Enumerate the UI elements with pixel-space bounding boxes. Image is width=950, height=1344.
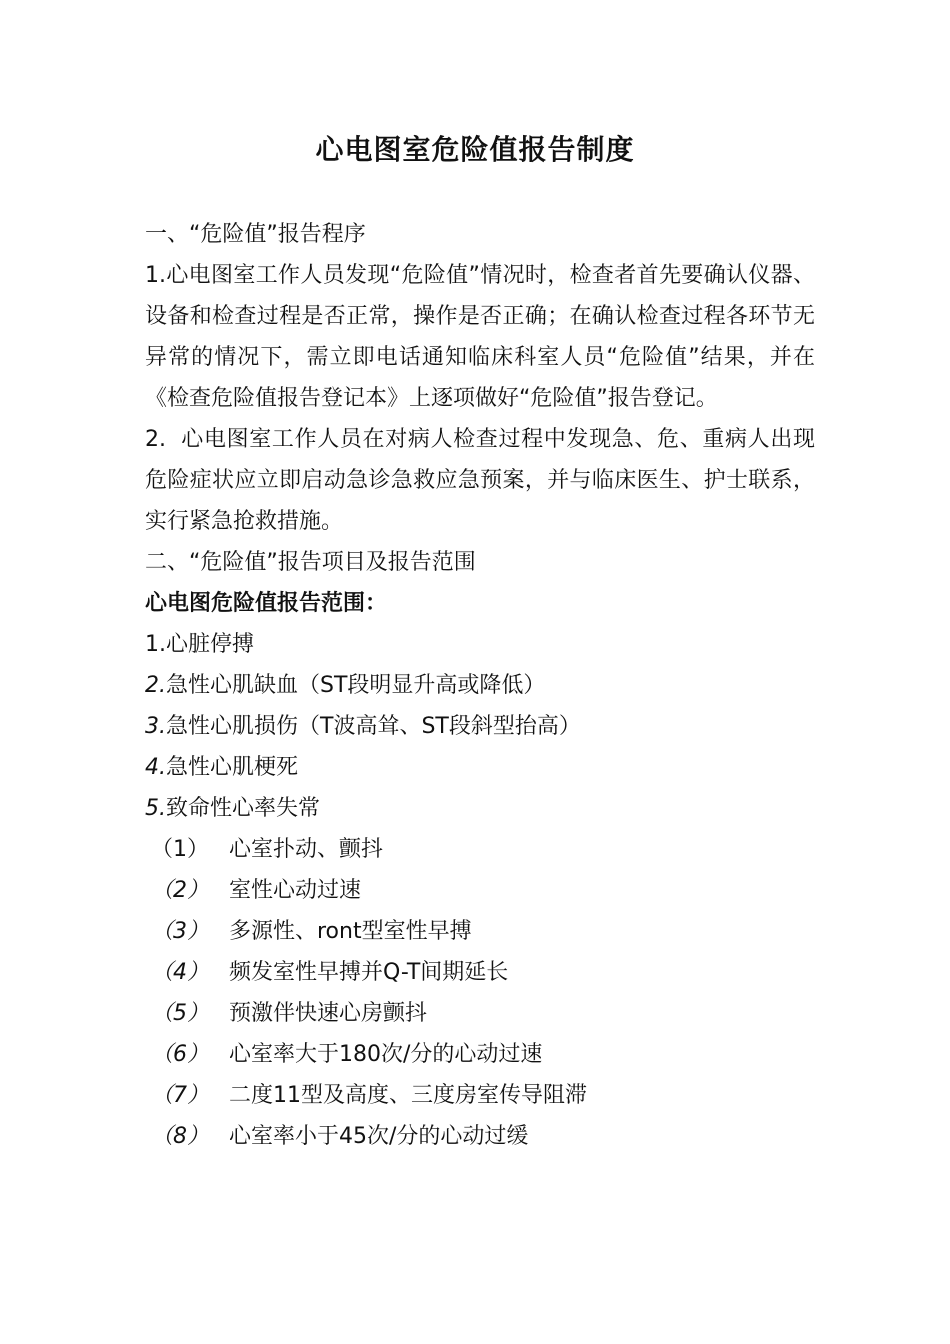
arrhythmia-subitem-1 [145, 829, 815, 870]
arrhythmia-subitem-3 [145, 911, 815, 952]
subitem-number: （7） [151, 1083, 209, 1108]
arrhythmia-subitem-8 [145, 1116, 815, 1157]
item-number: 1. [145, 263, 166, 288]
section1-item-2 [145, 419, 815, 542]
subitem-text: 多源性、ront型室性早搏 [229, 919, 472, 944]
range-item-1 [145, 624, 815, 665]
document-body [145, 214, 815, 1157]
subitem-number: （3） [151, 919, 209, 944]
item-text: 心电图室工作人员在对病人检查过程中发现急、危、重病人出现危险症状应立即启动急诊急救应急预案，并与临床医生、护士联系，实行紧急抢救措施。 [145, 427, 815, 534]
document-title: 心电图室危险值报告制度 [315, 133, 635, 166]
item-text: 急性心肌梗死 [166, 755, 299, 780]
item-number: 2. [145, 673, 166, 698]
subitem-text: 频发室性早搏并Q-T间期延长 [229, 960, 509, 985]
range-item-5 [145, 788, 815, 829]
subitem-text: 心室率大于180次/分的心动过速 [229, 1042, 543, 1067]
subitem-text: 预激伴快速心房颤抖 [229, 1001, 428, 1026]
subitem-text: 室性心动过速 [229, 878, 362, 903]
item-text: 心脏停搏 [166, 632, 255, 657]
subitem-number: （2） [151, 878, 209, 903]
subitem-text: 二度11型及高度、三度房室传导阻滞 [229, 1083, 587, 1108]
subitem-number: （8） [151, 1124, 209, 1149]
subitem-number: （4） [151, 960, 209, 985]
item-text: 心电图室工作人员发现“危险值”情况时，检查者首先要确认仪器、设备和检查过程是否正常，操作是否正确；在确认检查过程各环节无异常的情况下，需立即电话通知临床科室人员“危险值”结果，并在《检查危险值报告登记本》上逐项做好“危险值”报告登记。 [145, 263, 815, 411]
arrhythmia-subitem-4 [145, 952, 815, 993]
section2-heading: 二、“危险值”报告项目及报告范围 [145, 550, 476, 575]
range-item-4 [145, 747, 815, 788]
item-text: 致命性心率失常 [166, 796, 321, 821]
item-number: 5. [145, 796, 166, 821]
arrhythmia-subitem-5 [145, 993, 815, 1034]
subitem-number: （1） [151, 837, 209, 862]
arrhythmia-subitem-2 [145, 870, 815, 911]
item-text: 急性心肌损伤（T波高耸、ST段斜型抬高） [166, 714, 581, 739]
section1-item-1 [145, 255, 815, 419]
item-number: 2. [145, 427, 166, 452]
subitem-number: （5） [151, 1001, 209, 1026]
item-text: 急性心肌缺血（ST段明显升高或降低） [166, 673, 546, 698]
range-item-2 [145, 665, 815, 706]
section2-subheading: 心电图危险值报告范围： [145, 591, 388, 616]
arrhythmia-subitem-6 [145, 1034, 815, 1075]
section1-heading: 一、“危险值”报告程序 [145, 222, 366, 247]
range-item-3 [145, 706, 815, 747]
item-number: 1. [145, 632, 166, 657]
subitem-text: 心室扑动、颤抖 [229, 837, 384, 862]
item-number: 3. [145, 714, 166, 739]
subitem-text: 心室率小于45次/分的心动过缓 [229, 1124, 529, 1149]
subitem-number: （6） [151, 1042, 209, 1067]
arrhythmia-subitem-7 [145, 1075, 815, 1116]
item-number: 4. [145, 755, 166, 780]
